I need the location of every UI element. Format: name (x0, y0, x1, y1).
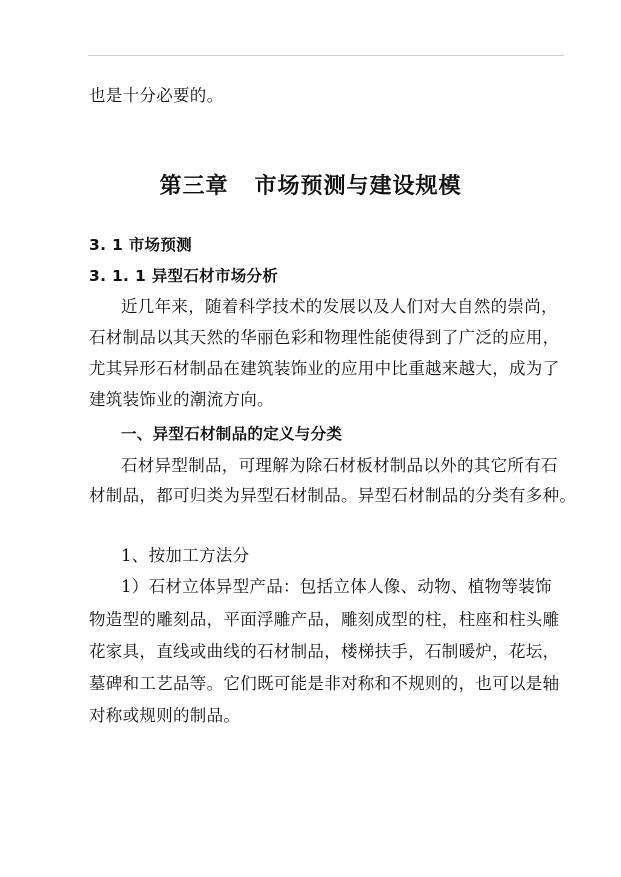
chapter-title: 市场预测与建设规模 (254, 174, 462, 199)
definition-heading: 一、异型石材制品的定义与分类 (121, 425, 343, 443)
subsection-heading: 3. 1. 1 异型石材市场分析 (89, 267, 279, 285)
classification-heading: 1、按加工方法分 (121, 546, 250, 565)
chapter-number: 第三章 (159, 174, 229, 199)
intro-paragraph-line: 石材制品以其天然的华丽色彩和物理性能使得到了广泛的应用， (89, 328, 560, 347)
definition-paragraph-line: 材制品，都可归类为异型石材制品。异型石材制品的分类有多种。 (89, 486, 577, 505)
section-heading: 3. 1 市场预测 (89, 236, 192, 254)
intro-paragraph-line: 尤其异形石材制品在建筑装饰业的应用中比重越来越大，成为了 (89, 359, 560, 378)
chapter-heading (0, 172, 621, 202)
continuation-text: 也是十分必要的。 (89, 86, 224, 105)
intro-paragraph-line: 建筑装饰业的潮流方向。 (89, 390, 274, 409)
item-one-paragraph-line: 1）石材立体异型产品：包括立体人像、动物、植物等装饰 (121, 577, 552, 596)
page-header-rule (88, 55, 564, 56)
item-one-paragraph-line: 花家具，直线或曲线的石材制品，楼梯扶手，石制暖炉，花坛， (89, 642, 560, 661)
item-one-paragraph-line: 墓碑和工艺品等。它们既可能是非对称和不规则的，也可以是轴 (89, 674, 560, 693)
item-one-paragraph-line: 物造型的雕刻品，平面浮雕产品，雕刻成型的柱，柱座和柱头雕 (89, 610, 560, 629)
item-one-paragraph-line: 对称或规则的制品。 (89, 706, 241, 725)
intro-paragraph-line: 近几年来，随着科学技术的发展以及人们对大自然的崇尚， (121, 297, 558, 316)
definition-paragraph-line: 石材异型制品，可理解为除石材板材制品以外的其它所有石 (121, 456, 558, 475)
